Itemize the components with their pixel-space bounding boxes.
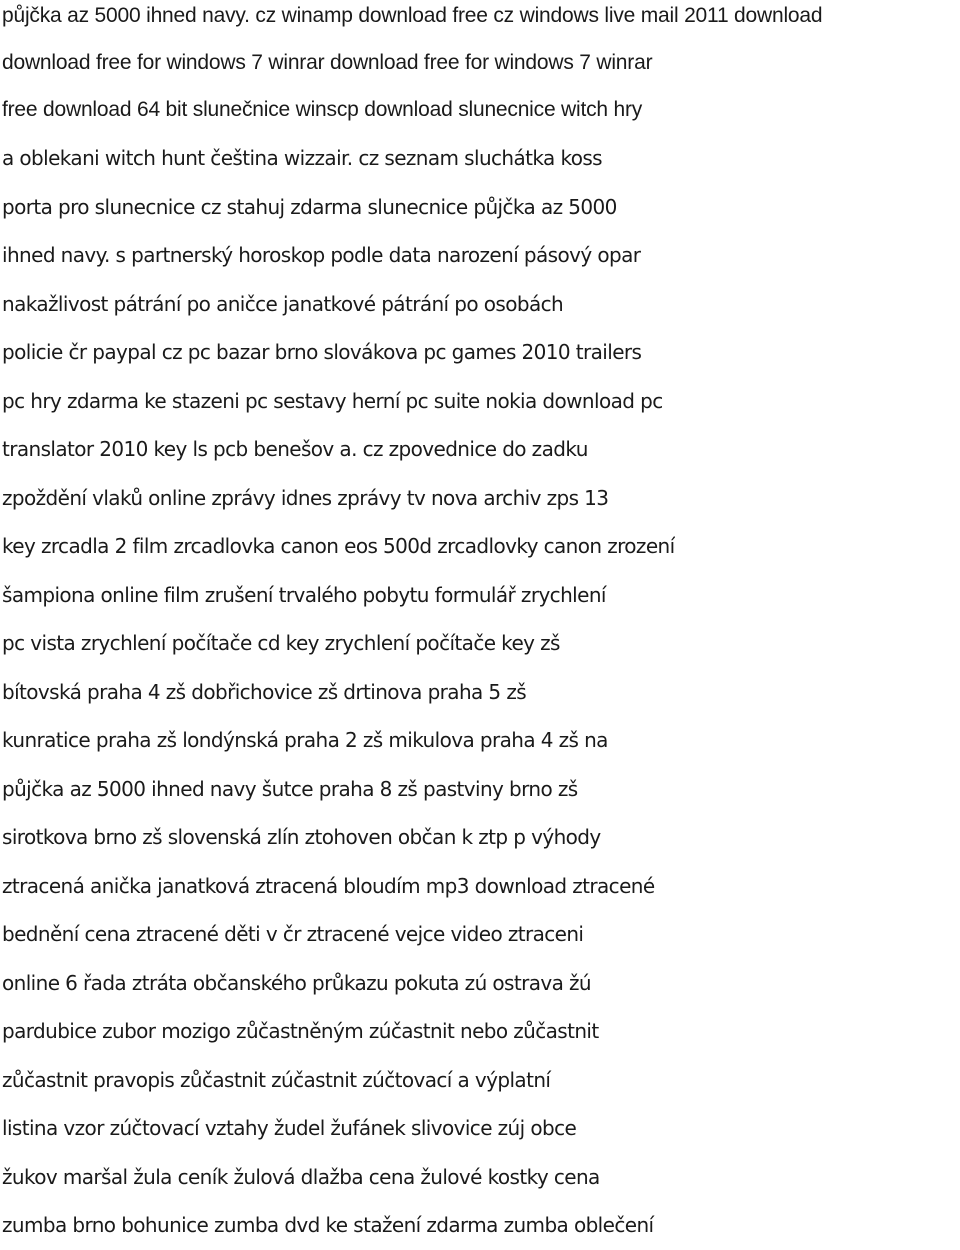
- text-line: ihned navy. s partnerský horoskop podle data narození pásový opar: [2, 243, 641, 267]
- text-line: online 6 řada ztráta občanského průkazu pokuta zú ostrava žú: [2, 970, 592, 995]
- text-line: sirotkova brno zš slovenská zlín ztohoven občan k ztp p výhody: [2, 825, 601, 849]
- text-line: zůčastnit pravopis zůčastnit zúčastnit zúčtovací a výplatní: [2, 1067, 551, 1092]
- text-line: pc hry zdarma ke stazeni pc sestavy herní pc suite nokia download pc: [2, 388, 663, 413]
- text-line: download free for windows 7 winrar download free for windows 7 winrar: [2, 51, 653, 74]
- text-line: pardubice zubor mozigo zůčastněným zúčastnit nebo zůčastnit: [2, 1019, 599, 1043]
- text-line: porta pro slunecnice cz stahuj zdarma slunecnice půjčka az 5000: [2, 194, 617, 219]
- text-line: půjčka az 5000 ihned navy šutce praha 8 zš pastviny brno zš: [2, 776, 578, 801]
- text-line: policie čr paypal cz pc bazar brno slovákova pc games 2010 trailers: [2, 340, 642, 364]
- text-line: šampiona online film zrušení trvalého pobytu formulář zrychlení: [2, 582, 606, 607]
- text-line: translator 2010 key ls pcb benešov a. cz zpovednice do zadku: [2, 437, 588, 461]
- text-line: půjčka az 5000 ihned navy. cz winamp download free cz windows live mail 2011 download: [2, 4, 823, 27]
- text-line: zpoždění vlaků online zprávy idnes zprávy tv nova archiv zps 13: [2, 485, 609, 510]
- text-line: nakažlivost pátrání po aničce janatkové pátrání po osobách: [2, 291, 564, 316]
- text-line: žukov maršal žula ceník žulová dlažba cena žulové kostky cena: [2, 1164, 600, 1189]
- text-line: free download 64 bit slunečnice winscp download slunecnice witch hry: [2, 98, 643, 121]
- text-block-second: [2, 134, 675, 1250]
- text-line: bítovská praha 4 zš dobřichovice zš drtinova praha 5 zš: [2, 679, 527, 704]
- text-line: zumba brno bohunice zumba dvd ke stažení zdarma zumba oblečení: [2, 1213, 654, 1237]
- text-block-first: [2, 0, 822, 133]
- text-line: ztracená anička janatková ztracená bloudím mp3 download ztracené: [2, 873, 655, 898]
- text-line: pc vista zrychlení počítače cd key zrychlení počítače key zš: [2, 631, 560, 655]
- text-line: bednění cena ztracené děti v čr ztracené vejce video ztraceni: [2, 922, 584, 946]
- text-line: listina vzor zúčtovací vztahy žudel žufánek slivovice zúj obce: [2, 1116, 577, 1140]
- text-line: kunratice praha zš londýnská praha 2 zš mikulova praha 4 zš na: [2, 728, 608, 752]
- text-line: a oblekani witch hunt čeština wizzair. cz seznam sluchátka koss: [2, 146, 602, 170]
- text-line: key zrcadla 2 film zrcadlovka canon eos 500d zrcadlovky canon zrození: [2, 534, 675, 558]
